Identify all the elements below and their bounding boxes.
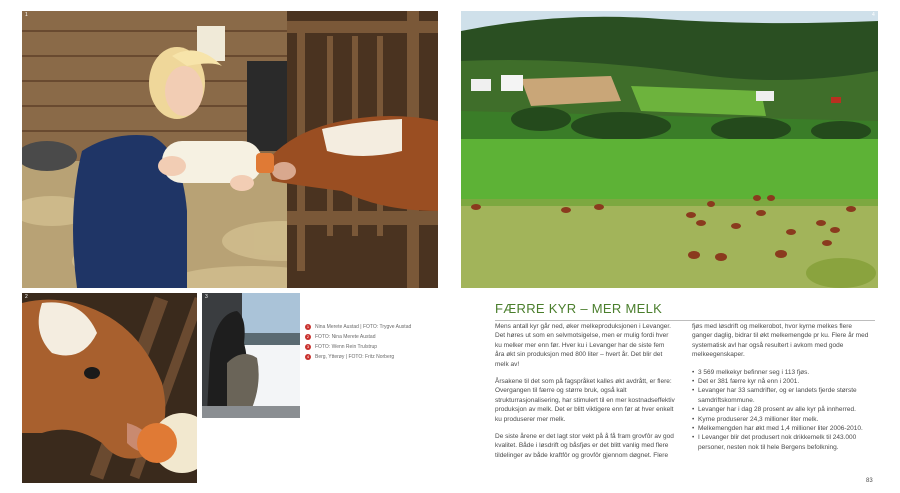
caption-number-badge: 1 [306,324,310,329]
caption-row [305,322,455,332]
photo-4-illustration [461,11,878,288]
caption-number-badge: 2 [306,334,310,339]
caption-row [305,352,455,362]
caption-text: Berg, Ytterøy | FOTO: Fritz Norberg [315,354,395,360]
fact-item: • Melkemengden har økt med 1,4 millioner liter 2006-2010. [692,424,872,433]
fact-item: • Levanger har i dag 28 prosent av alle kyr på innherred. [692,405,872,414]
photo-woman-feeding-calf [22,11,438,288]
photo-2-illustration [22,293,197,483]
article-paragraph: Mens antall kyr går ned, øker melkeproduksjonen i Levanger. Det høres ut som en selvmotsigelse, men er mulig fordi hver ku melker mer enn før. Hver ku i Levanger har de siste fem åra økt sin produksjon med 800 liter – hvert år. Det blir det melk av! [495,323,671,368]
article-title: FÆRRE KYR – MER MELK [495,301,875,321]
article-paragraph: Årsakene til det som på fagspråket kalles økt avdrått, er flere: Overgangen til færre og større bruk, også kalt strukturrasjonalisering, har stimulert til en mer kostnadseffektiv produksjon av melk. Det er blitt viktigere enn før at hver enkelt ku produserer mer melk. [495,378,675,423]
photo-captions [305,322,455,362]
page-number: 83 [866,478,873,484]
caption-text: FOTO: Nina Merete Austad [315,334,376,340]
fact-item: • Det er 381 færre kyr nå enn i 2001. [692,377,872,386]
fact-item: • I Levanger blir det produsert nok drikkemelk til 243.000 personer, nesten nok til hele Bergens befolkning. [692,433,872,452]
article-column-1 [495,322,675,468]
caption-number-badge: 4 [306,354,310,359]
photo-number: 4 [872,12,875,18]
fact-list [692,368,872,453]
fact-item: • Kyrne produserer 24,3 millioner liter melk. [692,415,872,424]
photo-cats-window [202,293,300,418]
caption-row [305,332,455,342]
caption-number-badge: 3 [306,344,310,349]
photo-farm-landscape [461,11,878,288]
caption-row [305,342,455,352]
fact-item: • Levanger har 33 samdrifter, og er landets fjerde største samdriftskommune. [692,386,872,405]
article-column-2 [692,322,872,452]
fact-item: • 3 569 melkekyr befinner seg i 113 fjøs. [692,368,872,377]
photo-3-illustration [202,293,300,418]
photo-number: 1 [25,12,28,18]
photo-number: 2 [25,294,28,300]
caption-text: Nina Merete Austad | FOTO: Trygve Austad [315,324,412,330]
photo-number: 3 [205,294,208,300]
photo-calf-drinking [22,293,197,483]
article-paragraph: De siste årene er det lagt stor vekt på å få fram grovfôr av god kvalitet. Både i løsdrift og båsfjøs er det blitt vanlig med flere tildelinger av både kraftfôr og grovfôr gjennom døgnet. Flere [495,433,674,459]
caption-text: FOTO: Wenn Rein Trulstrup [315,344,378,350]
photo-1-illustration [22,11,438,288]
article-paragraph: fjøs med løsdrift og melkerobot, hvor kyrne melkes flere ganger daglig, bidrar til økt melkemengde pr ku. Flere år med systematisk avl har også resultert i avkom med gode melkeegenskaper. [692,323,869,359]
